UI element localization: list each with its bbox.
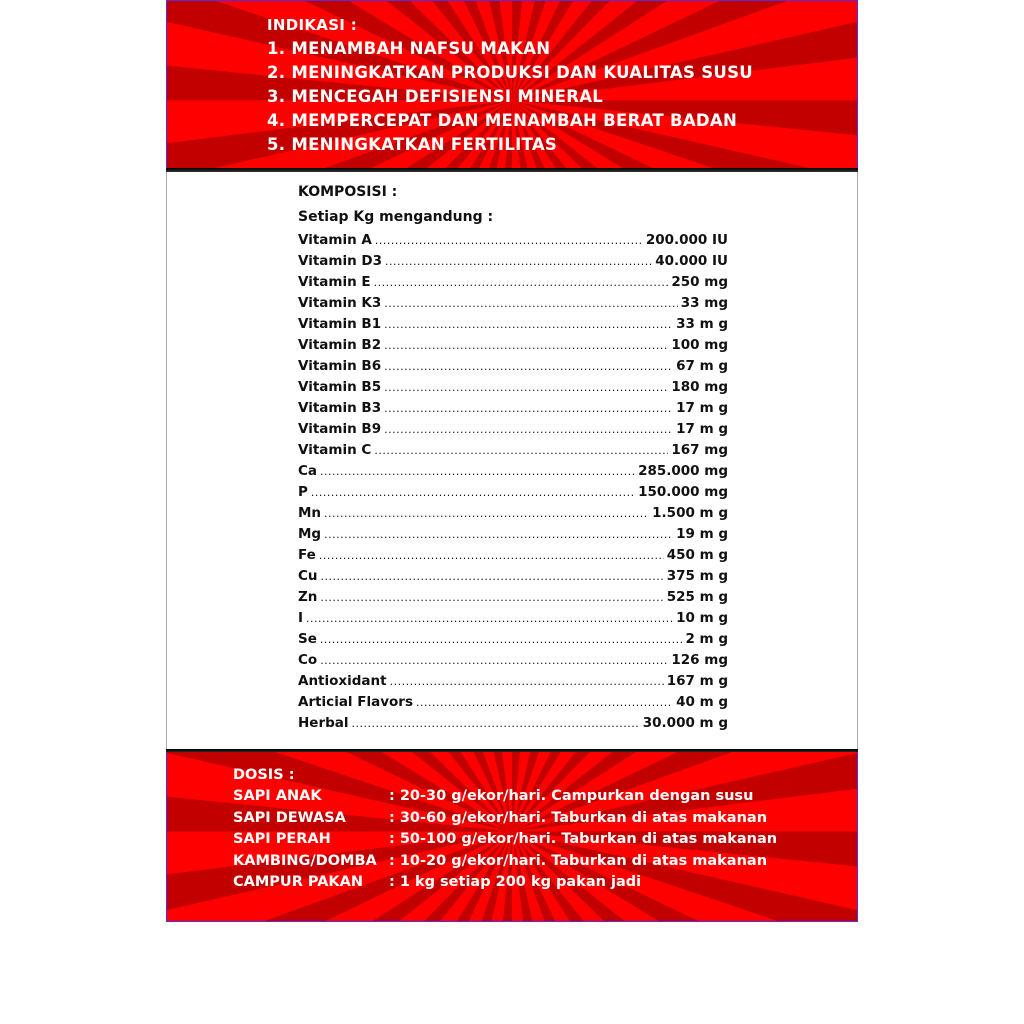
- ingredient-value: 17 m g: [676, 400, 728, 416]
- indikasi-section: [267, 13, 753, 157]
- animal-type: CAMPUR PAKAN: [233, 874, 364, 890]
- ingredient-value: 33 mg: [680, 295, 728, 311]
- dot-leader: [320, 650, 668, 671]
- dot-leader: [320, 587, 663, 608]
- komposisi-subheading: Setiap Kg mengandung :: [298, 209, 494, 225]
- ingredient-value: 19 m g: [676, 526, 728, 542]
- komposisi-row: [298, 377, 728, 398]
- indikasi-heading: INDIKASI :: [267, 16, 358, 34]
- indikasi-banner: [166, 0, 858, 171]
- ingredient-value: 250 mg: [671, 274, 728, 290]
- animal-type: SAPI DEWASA: [233, 809, 346, 826]
- dosis-banner: [166, 752, 858, 922]
- ingredient-value: 126 mg: [671, 652, 728, 668]
- komposisi-row: [298, 671, 728, 692]
- dosis-row: [233, 808, 777, 830]
- komposisi-row: [298, 398, 728, 419]
- ingredient-name: Vitamin K3: [298, 295, 382, 311]
- dot-leader: [374, 440, 668, 461]
- dot-leader: [320, 629, 683, 650]
- komposisi-panel: [166, 172, 858, 749]
- indikasi-item: 1. MENAMBAH NAFSU MAKAN: [267, 39, 551, 58]
- ingredient-name: I: [298, 610, 304, 626]
- ingredient-value: 1.500 m g: [652, 505, 728, 521]
- ingredient-value: 40 m g: [676, 694, 728, 710]
- indikasi-item: 5. MENINGKATKAN FERTILITAS: [267, 135, 558, 154]
- ingredient-value: 150.000 mg: [638, 484, 728, 500]
- ingredient-value: 33 m g: [676, 316, 728, 332]
- dot-leader: [374, 272, 669, 293]
- komposisi-row: [298, 608, 728, 629]
- komposisi-row: [298, 629, 728, 650]
- dot-leader: [319, 545, 664, 566]
- ingredient-value: 100 mg: [671, 337, 728, 353]
- ingredient-value: 450 m g: [666, 547, 728, 563]
- ingredient-value: 375 m g: [666, 568, 728, 584]
- ingredient-name: Vitamin D3: [298, 253, 383, 269]
- dot-leader: [324, 524, 673, 545]
- dot-leader: [375, 230, 643, 251]
- dot-leader: [390, 671, 664, 692]
- komposisi-row: [298, 419, 728, 440]
- dot-leader: [321, 566, 664, 587]
- komposisi-heading: KOMPOSISI :: [298, 184, 398, 200]
- komposisi-row: [298, 461, 728, 482]
- komposisi-row: [298, 440, 728, 461]
- komposisi-row: [298, 272, 728, 293]
- ingredient-value: 67 m g: [676, 358, 728, 374]
- dot-leader: [385, 251, 652, 272]
- komposisi-row: [298, 230, 728, 251]
- ingredient-name: Antioxidant: [298, 673, 387, 689]
- ingredient-name: Co: [298, 652, 318, 668]
- komposisi-row: [298, 293, 728, 314]
- dose-instruction: : 50-100 g/ekor/hari. Taburkan di atas makanan: [389, 831, 778, 847]
- ingredient-name: Ca: [298, 463, 318, 479]
- dosis-list: [233, 786, 777, 894]
- ingredient-name: Vitamin E: [298, 274, 371, 290]
- ingredient-value: 525 m g: [666, 589, 728, 605]
- ingredient-name: Vitamin B1: [298, 316, 382, 332]
- komposisi-row: [298, 251, 728, 272]
- komposisi-row: [298, 650, 728, 671]
- ingredient-name: Mg: [298, 526, 322, 542]
- komposisi-row: [298, 692, 728, 713]
- ingredient-value: 200.000 IU: [645, 232, 728, 248]
- dot-leader: [306, 608, 673, 629]
- komposisi-list: [298, 230, 728, 734]
- komposisi-row: [298, 566, 728, 587]
- dosis-row: [233, 786, 777, 808]
- ingredient-value: 2 m g: [685, 631, 728, 647]
- ingredient-name: Mn: [298, 505, 322, 521]
- ingredient-name: Vitamin B9: [298, 421, 382, 437]
- ingredient-value: 167 m g: [666, 673, 728, 689]
- ingredient-name: Herbal: [298, 715, 349, 731]
- animal-type: SAPI ANAK: [233, 788, 322, 804]
- ingredient-value: 17 m g: [676, 421, 728, 437]
- komposisi-row: [298, 335, 728, 356]
- animal-type: KAMBING/DOMBA: [233, 852, 377, 869]
- ingredient-value: 285.000 mg: [638, 463, 728, 479]
- dot-leader: [384, 356, 673, 377]
- dot-leader: [416, 692, 673, 713]
- dosis-row: [233, 851, 777, 873]
- dosis-row: [233, 872, 777, 894]
- dose-instruction: : 10-20 g/ekor/hari. Taburkan di atas makanan: [389, 852, 768, 869]
- indikasi-item: 4. MEMPERCEPAT DAN MENAMBAH BERAT BADAN: [267, 111, 738, 130]
- ingredient-name: Vitamin B5: [298, 379, 382, 395]
- komposisi-row: [298, 524, 728, 545]
- indikasi-item: 3. MENCEGAH DEFISIENSI MINERAL: [267, 87, 604, 106]
- dot-leader: [384, 377, 668, 398]
- dose-instruction: : 30-60 g/ekor/hari. Taburkan di atas makanan: [389, 809, 768, 826]
- dot-leader: [384, 398, 673, 419]
- ingredient-name: Articial Flavors: [298, 694, 413, 710]
- dosis-row: [233, 829, 777, 851]
- ingredient-value: 10 m g: [676, 610, 728, 626]
- dosis-section: [233, 764, 777, 894]
- komposisi-row: [298, 482, 728, 503]
- komposisi-row: [298, 314, 728, 335]
- komposisi-row: [298, 713, 728, 734]
- komposisi-row: [298, 545, 728, 566]
- ingredient-name: Fe: [298, 547, 316, 563]
- ingredient-value: 180 mg: [671, 379, 728, 395]
- ingredient-name: Zn: [298, 589, 318, 605]
- dot-leader: [352, 713, 640, 734]
- komposisi-row: [298, 356, 728, 377]
- dot-leader: [384, 335, 668, 356]
- ingredient-name: Vitamin A: [298, 232, 372, 248]
- komposisi-row: [298, 587, 728, 608]
- dosis-heading: DOSIS :: [233, 767, 295, 783]
- ingredient-name: Vitamin B6: [298, 358, 382, 374]
- indikasi-item: 2. MENINGKATKAN PRODUKSI DAN KUALITAS SUSU: [267, 63, 753, 82]
- ingredient-name: P: [298, 484, 308, 500]
- komposisi-row: [298, 503, 728, 524]
- dose-instruction: : 1 kg setiap 200 kg pakan jadi: [389, 874, 642, 890]
- ingredient-name: Cu: [298, 568, 318, 584]
- dot-leader: [384, 314, 673, 335]
- dot-leader: [320, 461, 635, 482]
- animal-type: SAPI PERAH: [233, 831, 331, 847]
- komposisi-section: [298, 180, 728, 734]
- dot-leader: [324, 503, 649, 524]
- dot-leader: [311, 482, 635, 503]
- dot-leader: [384, 293, 678, 314]
- ingredient-value: 167 mg: [671, 442, 728, 458]
- ingredient-name: Vitamin B3: [298, 400, 382, 416]
- ingredient-value: 30.000 m g: [642, 715, 728, 731]
- ingredient-name: Se: [298, 631, 317, 647]
- dose-instruction: : 20-30 g/ekor/hari. Campurkan dengan susu: [389, 788, 754, 804]
- product-label-sheet: [166, 0, 858, 922]
- ingredient-value: 40.000 IU: [655, 253, 728, 269]
- ingredient-name: Vitamin B2: [298, 337, 382, 353]
- ingredient-name: Vitamin C: [298, 442, 372, 458]
- dot-leader: [384, 419, 673, 440]
